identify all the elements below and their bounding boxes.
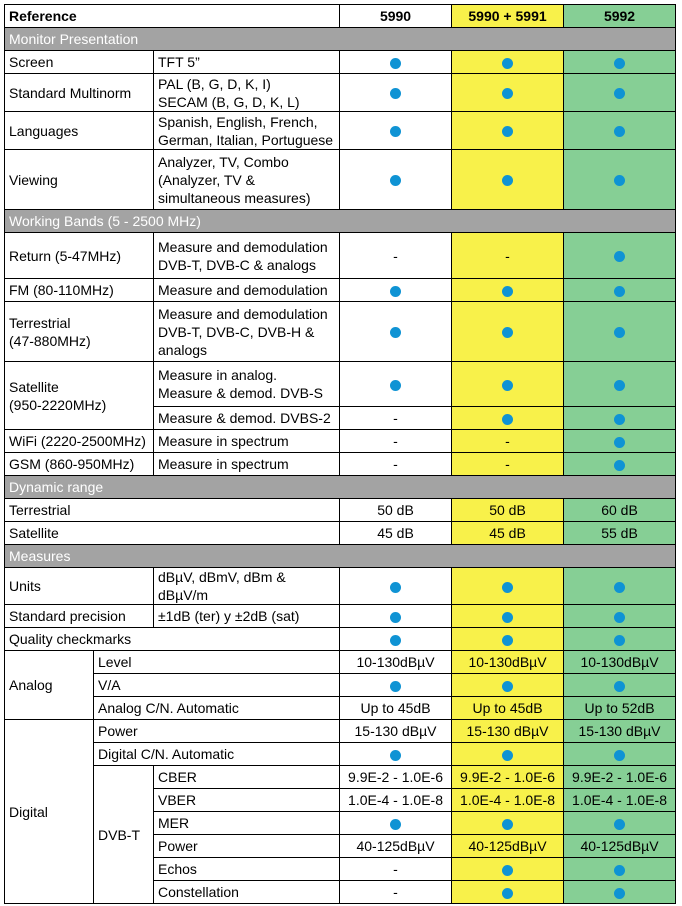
row-label: FM (80-110MHz) (5, 279, 154, 302)
filled-circle-icon (614, 888, 625, 899)
filled-circle-icon (502, 612, 513, 623)
table-row (5, 302, 676, 362)
value-cell: 9.9E-2 - 1.0E-6 (564, 766, 676, 789)
row-label: V/A (94, 674, 340, 697)
row-label: VBER (154, 789, 340, 812)
section-title-dynamic: Dynamic range (5, 476, 676, 499)
value-cell: 40-125dBµV (340, 835, 452, 858)
row-description: Measure and demodulation DVB-T, DVB-C, DVB-H & analogs (154, 302, 340, 362)
table-row (5, 453, 676, 476)
filled-circle-icon (502, 681, 513, 692)
filled-circle-icon (502, 380, 513, 391)
value-cell: 45 dB (452, 522, 564, 545)
filled-circle-icon (502, 888, 513, 899)
filled-circle-icon (502, 327, 513, 338)
row-label: Power (94, 720, 340, 743)
row-label: Terrestrial (47-880MHz) (5, 302, 154, 362)
filled-circle-icon (502, 286, 513, 297)
table-row (5, 51, 676, 74)
row-label: Echos (154, 858, 340, 881)
filled-circle-icon (614, 612, 625, 623)
section-title-measures: Measures (5, 545, 676, 568)
filled-circle-icon (614, 286, 625, 297)
table-row (5, 743, 676, 766)
table-row (5, 674, 676, 697)
filled-circle-icon (390, 88, 401, 99)
value-cell: 1.0E-4 - 1.0E-8 (452, 789, 564, 812)
filled-circle-icon (502, 865, 513, 876)
value-cell: 1.0E-4 - 1.0E-8 (340, 789, 452, 812)
table-header-row (5, 5, 676, 28)
row-label: Level (94, 651, 340, 674)
filled-circle-icon (614, 460, 625, 471)
value-cell: Up to 45dB (340, 697, 452, 720)
table-row (5, 150, 676, 210)
row-description: PAL (B, G, D, K, I) SECAM (B, G, D, K, L) (154, 74, 340, 112)
group-label-analog: Analog (5, 651, 94, 720)
dash-mark: - (452, 430, 564, 453)
filled-circle-icon (614, 437, 625, 448)
table-row (5, 233, 676, 279)
filled-circle-icon (614, 635, 625, 646)
row-label: WiFi (2220-2500MHz) (5, 430, 154, 453)
value-cell: 9.9E-2 - 1.0E-6 (452, 766, 564, 789)
row-label: Digital C/N. Automatic (94, 743, 340, 766)
row-description: dBµV, dBmV, dBm & dBµV/m (154, 568, 340, 605)
feature-comparison-table (4, 4, 676, 904)
row-label: Quality checkmarks (5, 628, 340, 651)
section-row (5, 210, 676, 233)
filled-circle-icon (614, 681, 625, 692)
table-row (5, 430, 676, 453)
row-label: Analog C/N. Automatic (94, 697, 340, 720)
table-row (5, 720, 676, 743)
row-label: GSM (860-950MHz) (5, 453, 154, 476)
value-cell: 60 dB (564, 499, 676, 522)
value-cell: Up to 45dB (452, 697, 564, 720)
value-cell: 50 dB (340, 499, 452, 522)
filled-circle-icon (502, 126, 513, 137)
dash-mark: - (340, 407, 452, 430)
dash-mark: - (452, 233, 564, 279)
filled-circle-icon (502, 175, 513, 186)
group-label-digital: Digital (5, 720, 94, 904)
model-5990-header: 5990 (340, 5, 452, 28)
filled-circle-icon (614, 819, 625, 830)
dash-mark: - (452, 453, 564, 476)
filled-circle-icon (390, 612, 401, 623)
filled-circle-icon (614, 750, 625, 761)
model-5992-header: 5992 (564, 5, 676, 28)
table-row (5, 766, 676, 789)
filled-circle-icon (614, 865, 625, 876)
filled-circle-icon (614, 126, 625, 137)
value-cell: 45 dB (340, 522, 452, 545)
row-label: Viewing (5, 150, 154, 210)
value-cell: 10-130dBµV (452, 651, 564, 674)
row-description: Measure and demodulation (154, 279, 340, 302)
row-description: Measure and demodulation DVB-T, DVB-C & analogs (154, 233, 340, 279)
filled-circle-icon (614, 582, 625, 593)
filled-circle-icon (614, 58, 625, 69)
filled-circle-icon (390, 750, 401, 761)
filled-circle-icon (614, 88, 625, 99)
value-cell: 9.9E-2 - 1.0E-6 (340, 766, 452, 789)
row-label: Languages (5, 112, 154, 150)
spec-sheet (4, 4, 675, 900)
row-label: Standard precision (5, 605, 154, 628)
filled-circle-icon (502, 414, 513, 425)
row-label: Constellation (154, 881, 340, 904)
row-description: Analyzer, TV, Combo (Analyzer, TV & simultaneous measures) (154, 150, 340, 210)
row-description: Measure & demod. DVBS-2 (154, 407, 340, 430)
row-description: Measure in spectrum (154, 453, 340, 476)
filled-circle-icon (502, 58, 513, 69)
row-label: Power (154, 835, 340, 858)
group-label-dvbt: DVB-T (94, 766, 154, 904)
row-description: Measure in analog. Measure & demod. DVB-S (154, 362, 340, 407)
dash-mark: - (340, 233, 452, 279)
filled-circle-icon (502, 819, 513, 830)
filled-circle-icon (502, 88, 513, 99)
table-row (5, 697, 676, 720)
row-label: Satellite (950-2220MHz) (5, 362, 154, 430)
filled-circle-icon (614, 327, 625, 338)
row-label: Satellite (5, 522, 340, 545)
dash-mark: - (340, 430, 452, 453)
filled-circle-icon (614, 251, 625, 262)
section-row (5, 476, 676, 499)
row-label: Terrestrial (5, 499, 340, 522)
table-row (5, 74, 676, 112)
row-label: CBER (154, 766, 340, 789)
table-row (5, 628, 676, 651)
value-cell: 10-130dBµV (564, 651, 676, 674)
table-row (5, 651, 676, 674)
dash-mark: - (340, 453, 452, 476)
row-description: ±1dB (ter) y ±2dB (sat) (154, 605, 340, 628)
row-label: MER (154, 812, 340, 835)
row-label: Return (5-47MHz) (5, 233, 154, 279)
dash-mark: - (340, 858, 452, 881)
row-label: Screen (5, 51, 154, 74)
filled-circle-icon (390, 681, 401, 692)
row-label: Units (5, 568, 154, 605)
filled-circle-icon (390, 58, 401, 69)
table-row (5, 499, 676, 522)
value-cell: 15-130 dBµV (564, 720, 676, 743)
row-description: TFT 5” (154, 51, 340, 74)
table-row (5, 568, 676, 605)
section-title-monitor: Monitor Presentation (5, 28, 676, 51)
filled-circle-icon (614, 380, 625, 391)
value-cell: 15-130 dBµV (452, 720, 564, 743)
section-row (5, 545, 676, 568)
value-cell: 15-130 dBµV (340, 720, 452, 743)
filled-circle-icon (390, 327, 401, 338)
filled-circle-icon (502, 635, 513, 646)
filled-circle-icon (390, 582, 401, 593)
table-row (5, 362, 676, 407)
filled-circle-icon (390, 635, 401, 646)
filled-circle-icon (502, 750, 513, 761)
filled-circle-icon (390, 819, 401, 830)
filled-circle-icon (390, 380, 401, 391)
filled-circle-icon (390, 286, 401, 297)
value-cell: 55 dB (564, 522, 676, 545)
filled-circle-icon (390, 126, 401, 137)
value-cell: 1.0E-4 - 1.0E-8 (564, 789, 676, 812)
table-row (5, 279, 676, 302)
value-cell: 50 dB (452, 499, 564, 522)
reference-header: Reference (5, 5, 340, 28)
section-row (5, 28, 676, 51)
row-description: Spanish, English, French, German, Italian, Portuguese (154, 112, 340, 150)
row-description: Measure in spectrum (154, 430, 340, 453)
table-row (5, 522, 676, 545)
filled-circle-icon (390, 175, 401, 186)
value-cell: 40-125dBµV (452, 835, 564, 858)
table-row (5, 112, 676, 150)
value-cell: Up to 52dB (564, 697, 676, 720)
filled-circle-icon (614, 175, 625, 186)
filled-circle-icon (502, 582, 513, 593)
dash-mark: - (340, 881, 452, 904)
value-cell: 40-125dBµV (564, 835, 676, 858)
filled-circle-icon (614, 414, 625, 425)
model-5990-5991-header: 5990 + 5991 (452, 5, 564, 28)
value-cell: 10-130dBµV (340, 651, 452, 674)
table-row (5, 605, 676, 628)
row-label: Standard Multinorm (5, 74, 154, 112)
section-title-bands: Working Bands (5 - 2500 MHz) (5, 210, 676, 233)
